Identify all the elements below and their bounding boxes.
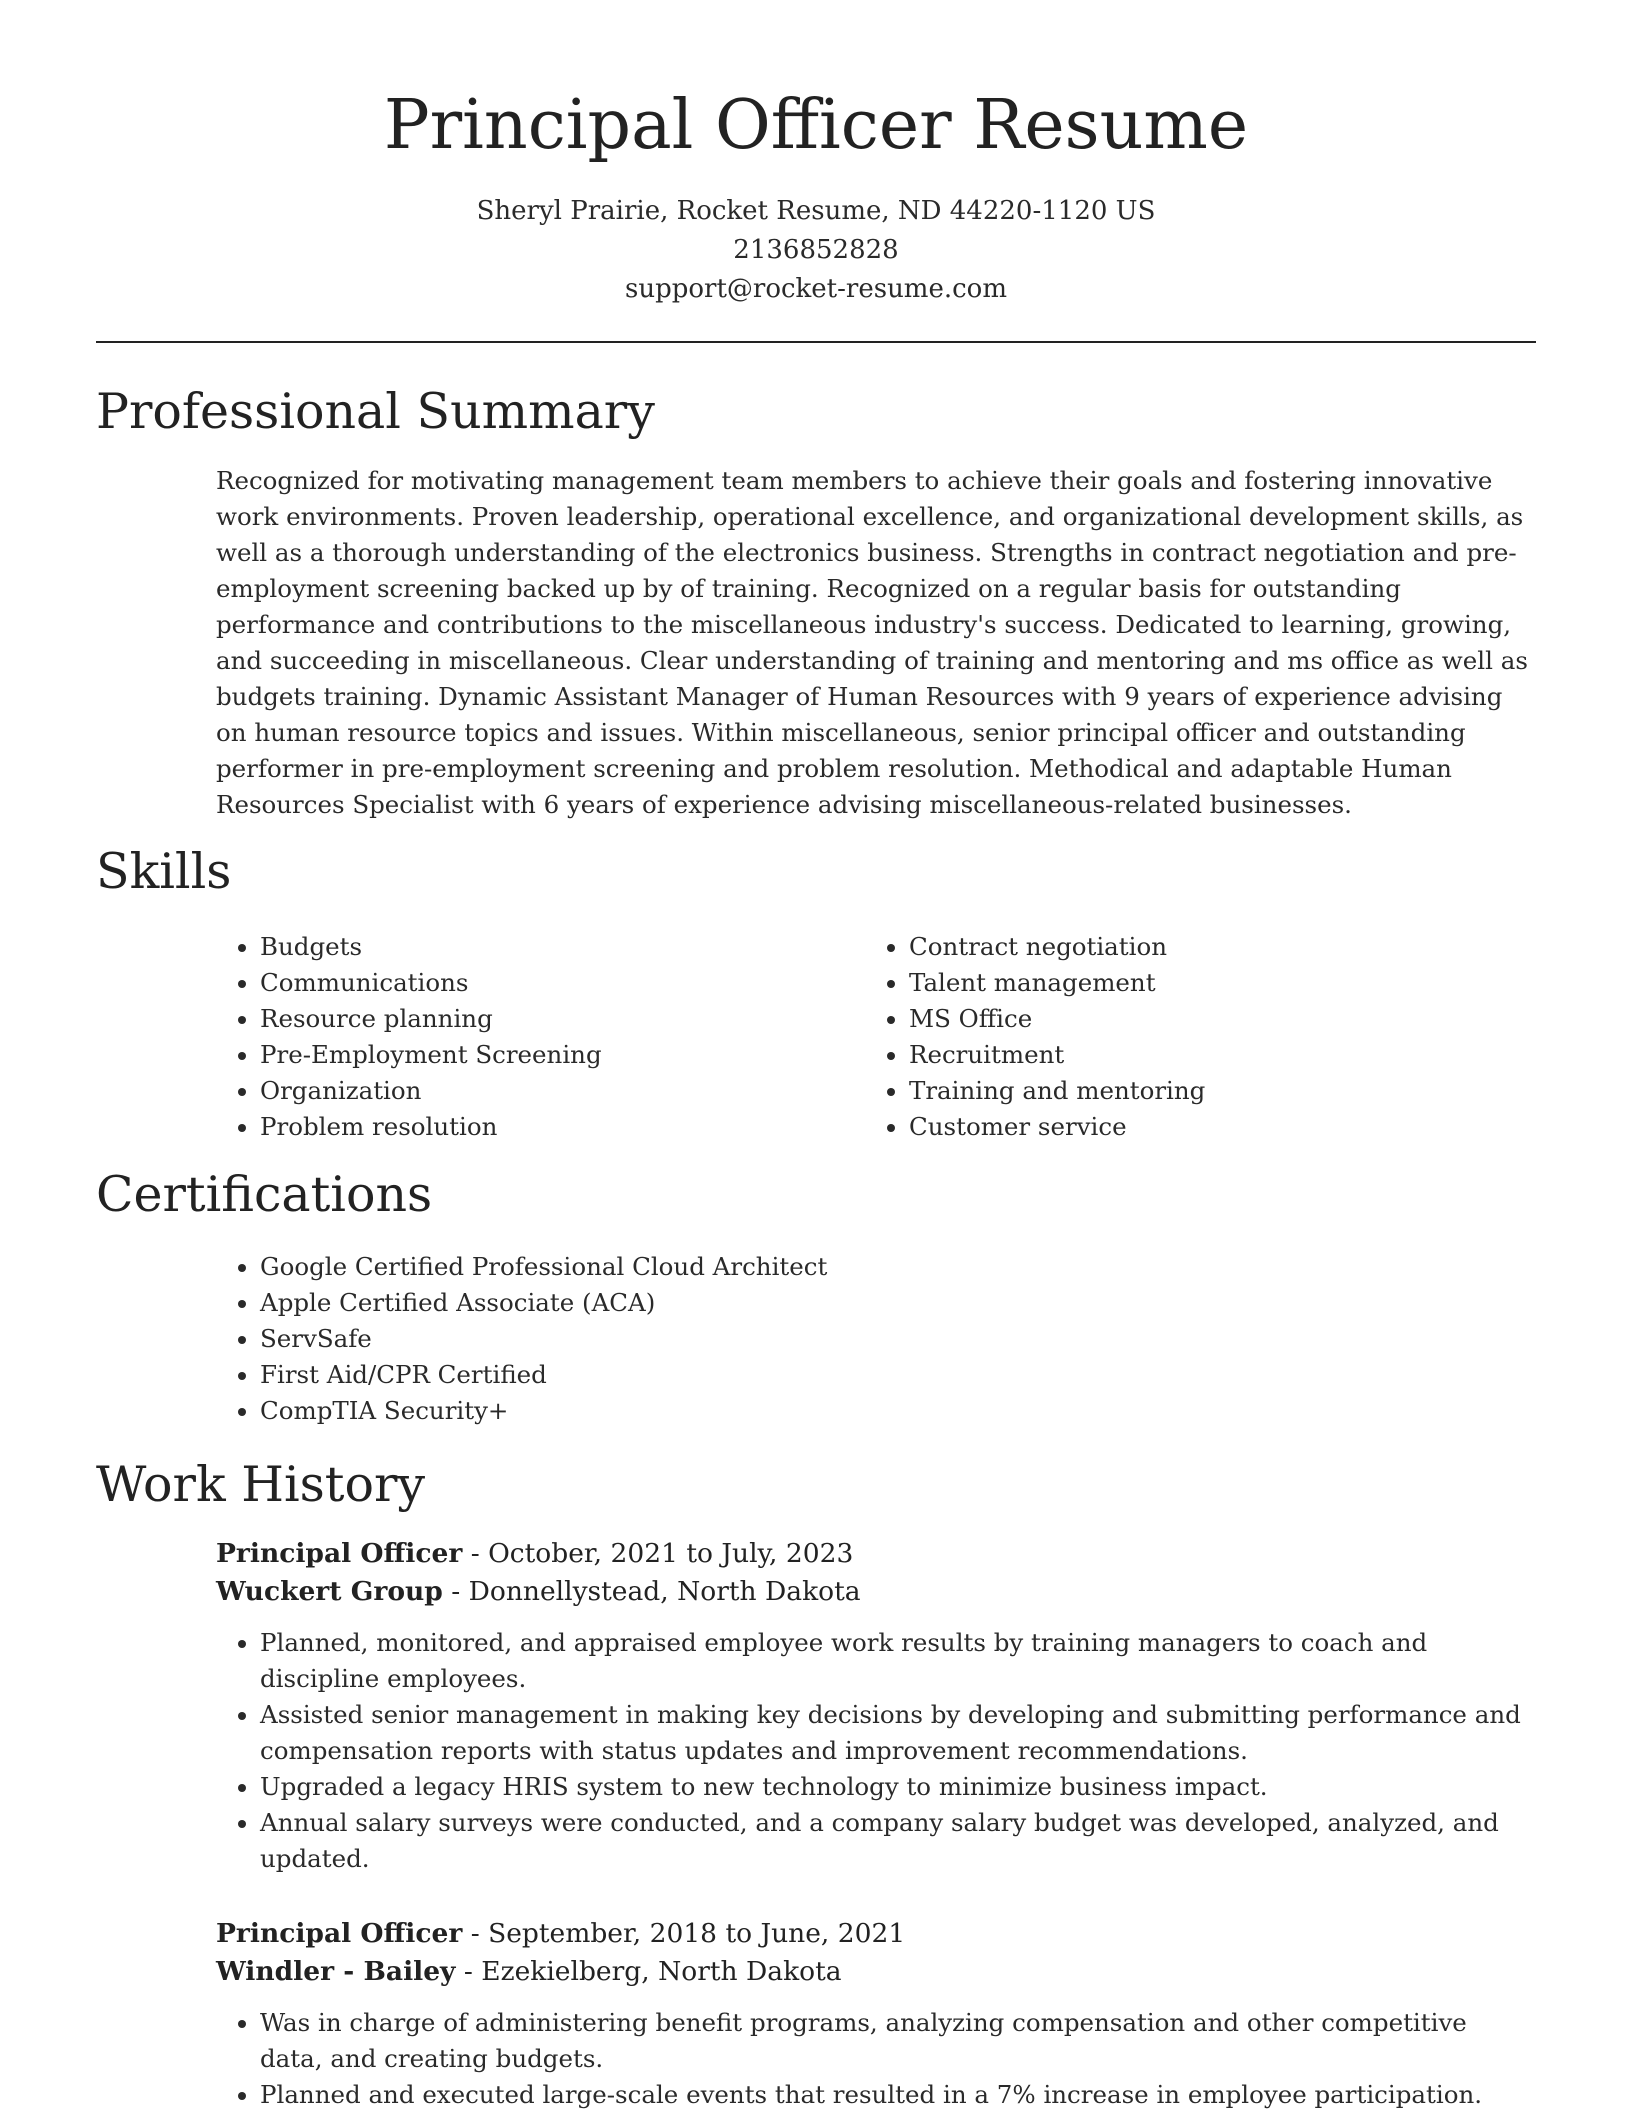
job-dates: - October, 2021 to July, 2023 <box>462 1538 854 1569</box>
skill-item: • Training and mentoring <box>909 1073 1536 1109</box>
job-company: Windler - Bailey <box>216 1956 456 1987</box>
certifications-block <box>216 1249 1536 1429</box>
skill-item: • Talent management <box>909 965 1536 1001</box>
job-duty-item: • Planned, monitored, and appraised employee work results by training managers to coach and discipline employees. <box>260 1625 1536 1697</box>
certification-item: • Google Certified Professional Cloud Architect <box>260 1249 1536 1285</box>
skill-item: • MS Office <box>909 1001 1536 1037</box>
certification-item: • First Aid/CPR Certified <box>260 1357 1536 1393</box>
contact-address: Sheryl Prairie, Rocket Resume, ND 44220-1120 US <box>476 196 1156 226</box>
job-duty-item: • Was in charge of administering benefit programs, analyzing compensation and other competitive data, and creating budgets. <box>260 2005 1536 2077</box>
skills-list-right <box>865 929 1536 1145</box>
job-entry <box>216 1535 1536 1877</box>
job-duty-item: • Annual salary surveys were conducted, and a company salary budget was developed, analyzed, and updated. <box>260 1805 1536 1877</box>
job-location: - Donnellystead, North Dakota <box>442 1576 861 1607</box>
skill-item: • Organization <box>260 1073 856 1109</box>
resume-title: Principal Officer Resume <box>383 86 1249 165</box>
work-history-heading: Work History <box>96 1456 426 1513</box>
skills-heading: Skills <box>96 843 232 900</box>
job-duty-item: • Assisted senior management in making key decisions by developing and submitting performance and compensation reports with status updates and improvement recommendations. <box>260 1697 1536 1769</box>
job-duties-list <box>216 2005 1536 2113</box>
skills-column-left <box>216 929 856 1145</box>
job-duty-item: • Upgraded a legacy HRIS system to new technology to minimize business impact. <box>260 1769 1536 1805</box>
skills-column-right <box>865 929 1536 1145</box>
skill-item: • Recruitment <box>909 1037 1536 1073</box>
skill-item: • Problem resolution <box>260 1109 856 1145</box>
certifications-list <box>216 1249 1536 1429</box>
skills-list-left <box>216 929 856 1145</box>
certification-item: • ServSafe <box>260 1321 1536 1357</box>
skill-item: • Contract negotiation <box>909 929 1536 965</box>
certifications-heading: Certifications <box>96 1166 433 1223</box>
job-title-line <box>216 1915 1536 1953</box>
job-duty-item: • Planned and executed large-scale events that resulted in a 7% increase in employee participation. <box>260 2077 1536 2113</box>
contact-email: support@rocket-resume.com <box>624 274 1007 304</box>
job-location: - Ezekielberg, North Dakota <box>455 1956 842 1987</box>
certification-item: • CompTIA Security+ <box>260 1393 1536 1429</box>
job-title-line <box>216 1535 1536 1573</box>
skill-item: • Communications <box>260 965 856 1001</box>
summary-heading: Professional Summary <box>96 383 655 440</box>
skill-item: • Resource planning <box>260 1001 856 1037</box>
job-company-line <box>216 1953 1536 1991</box>
job-company: Wuckert Group <box>216 1576 443 1607</box>
skill-item: • Pre-Employment Screening <box>260 1037 856 1073</box>
job-dates: - September, 2018 to June, 2021 <box>462 1918 906 1949</box>
job-role: Principal Officer <box>216 1918 463 1949</box>
summary-text: Recognized for motivating management team members to achieve their goals and fostering innovative work environments. Proven leadership, operational excellence, and organizational development skills, as well as a thorough understanding of the electronics business. Strengths in contract negotiation and pre-employment screening backed up by of training. Recognized on a regular basis for outstanding performance and contributions to the miscellaneous industry's success. Dedicated to learning, growing, and succeeding in miscellaneous. Clear understanding of training and mentoring and ms office as well as budgets training. Dynamic Assistant Manager of Human Resources with 9 years of experience advising on human resource topics and issues. Within miscellaneous, senior principal officer and outstanding performer in pre-employment screening and problem resolution. Methodical and adaptable Human Resources Specialist with 6 years of experience advising miscellaneous-related businesses. <box>216 466 1528 819</box>
job-company-line <box>216 1573 1536 1611</box>
certification-item: • Apple Certified Associate (ACA) <box>260 1285 1536 1321</box>
skill-item: • Customer service <box>909 1109 1536 1145</box>
job-role: Principal Officer <box>216 1538 463 1569</box>
job-entry <box>216 1915 1536 2113</box>
skill-item: • Budgets <box>260 929 856 965</box>
contact-block <box>96 192 1536 309</box>
contact-phone: 2136852828 <box>733 235 899 265</box>
header-divider <box>96 341 1536 343</box>
job-duties-list <box>216 1625 1536 1877</box>
